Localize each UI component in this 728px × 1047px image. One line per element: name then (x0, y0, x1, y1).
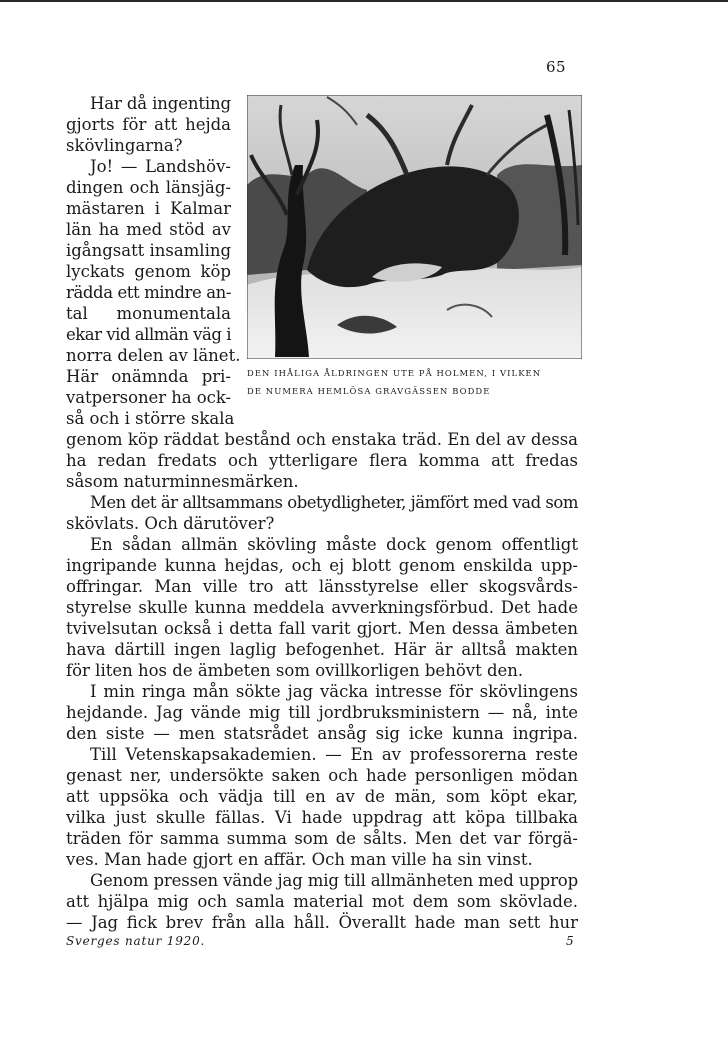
text-line: skövlingarna? (66, 136, 183, 155)
text-line: tal monumentala (66, 304, 231, 323)
footer-signature-mark: 5 (566, 934, 574, 948)
text-line: igångsatt insamling (66, 241, 231, 260)
text-line: lyckats genom köp (66, 262, 231, 281)
text-line: skövlats. Och därutöver? (66, 514, 275, 533)
text-line: ves. Man hade gjort en affär. Och man ville ha sin vinst. (66, 850, 533, 869)
text-line: rädda ett mindre an- (66, 283, 232, 302)
text-line: dingen och länsjäg- (66, 178, 231, 197)
text-line: så och i större skala (66, 409, 235, 428)
text-line: En sådan allmän skövling måste dock genom offentligt (90, 535, 578, 554)
text-line: Genom pressen vände jag mig till allmänheten med upprop (90, 871, 578, 890)
text-line: tvivelsutan också i detta fall varit gjort. Men dessa ämbeten (66, 619, 578, 638)
text-line: genast ner, undersökte saken och hade personligen mödan (66, 766, 578, 785)
text-line: mästaren i Kalmar (66, 199, 231, 218)
text-line: Jo! — Landshöv- (90, 157, 231, 176)
photo-caption-line-2: DE NUMERA HEMLÖSA GRAVGÄSSEN BODDE (247, 386, 491, 396)
page-number: 65 (546, 58, 567, 76)
text-line: — Jag fick brev från alla håll. Överallt hade man sett hur (66, 913, 578, 932)
text-line: län ha med stöd av (66, 220, 231, 239)
text-line: vatpersoner ha ock- (66, 388, 231, 407)
text-line: hejdande. Jag vände mig till jordbruksministern — nå, inte (66, 703, 578, 722)
text-line: Här onämnda pri- (66, 367, 231, 386)
text-line: att hjälpa mig och samla material mot dem som skövlade. (66, 892, 578, 911)
text-line: vilka just skulle fällas. Vi hade uppdrag att köpa tillbaka (66, 808, 578, 827)
text-line: Till Vetenskapsakademien. — En av professorerna reste (90, 745, 578, 764)
footer-journal-title: Sverges natur 1920. (66, 934, 206, 948)
text-line: ekar vid allmän väg i (66, 325, 231, 344)
text-line: offringar. Man ville tro att länsstyrelse eller skogsvårds- (66, 577, 578, 596)
text-line: norra delen av länet. (66, 346, 241, 365)
text-line: den siste — men statsrådet ansåg sig icke kunna ingripa. (66, 724, 578, 743)
text-line: att uppsöka och vädja till en av de män, som köpt ekar, (66, 787, 578, 806)
text-line: ha redan fredats och ytterligare flera komma att fredas (66, 451, 578, 470)
photo-caption-line-1: DEN IHÅLIGA ÅLDRINGEN UTE PÅ HOLMEN, I VILKEN (247, 368, 542, 378)
text-line: I min ringa mån sökte jag väcka intresse för skövlingens (90, 682, 578, 701)
text-line: hava därtill ingen laglig befogenhet. Här är alltså makten (66, 640, 578, 659)
text-line: för liten hos de ämbeten som ovillkorligen behövt den. (66, 661, 524, 680)
text-line: träden för samma summa som de sålts. Men det var förgä- (66, 829, 578, 848)
text-line: gjorts för att hejda (66, 115, 231, 134)
text-line: Har då ingenting (90, 94, 231, 113)
text-line: ingripande kunna hejdas, och ej blott genom enskilda upp- (66, 556, 578, 575)
text-line: genom köp räddat bestånd och enstaka träd. En del av dessa (66, 430, 578, 449)
text-line: styrelse skulle kunna meddela avverkningsförbud. Det hade (66, 598, 578, 617)
top-border-line (0, 0, 728, 2)
text-line: Men det är alltsammans obetydligheter, jämfört med vad som (90, 493, 578, 512)
oak-tree-photograph (247, 95, 582, 359)
text-line: såsom naturminnesmärken. (66, 472, 299, 491)
